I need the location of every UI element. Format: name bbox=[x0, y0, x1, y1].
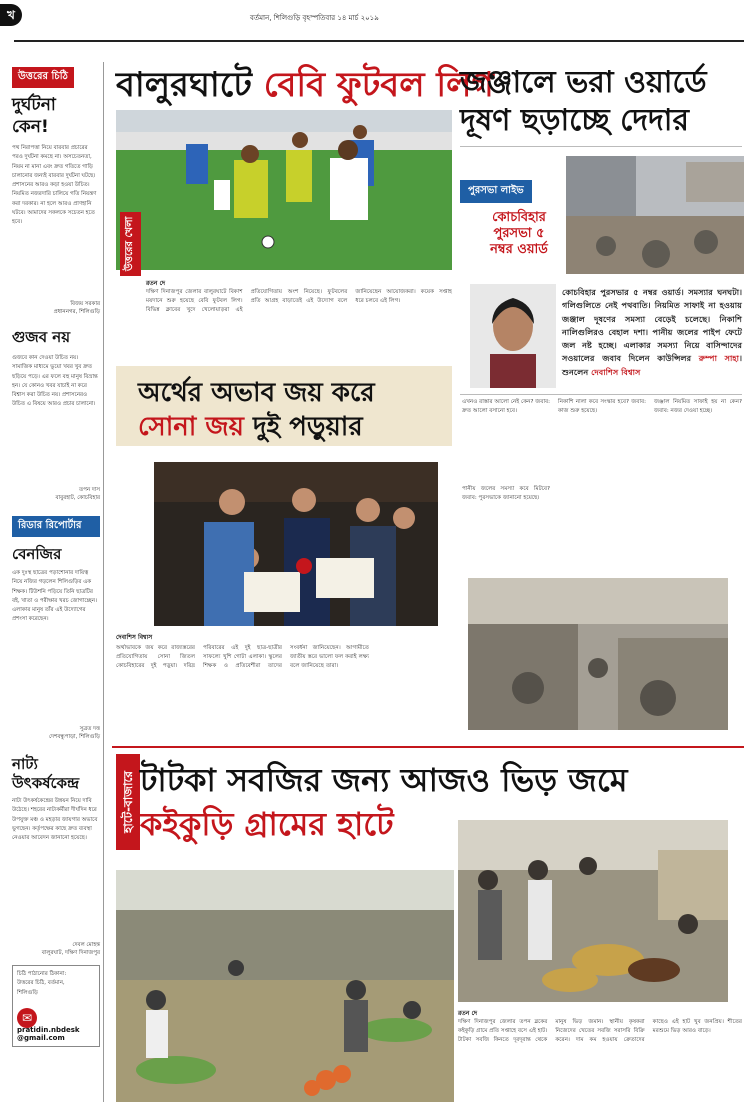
letter2-title: গুজব নয় bbox=[12, 328, 71, 346]
students-photo bbox=[154, 462, 438, 626]
haat-market-photo bbox=[116, 870, 454, 1102]
address-text: চিঠি পাঠানোর ঠিকানা: উত্তরের চিঠি, বর্তমান, শিলিগুড়ি bbox=[17, 971, 67, 996]
address-box bbox=[12, 965, 100, 1047]
ward-drain-photo bbox=[468, 578, 728, 730]
qa-item: পানীয় জলের সমস্যা কবে মিটবে? জবাব: পুরসভাকে জানানো হয়েছে। bbox=[462, 486, 550, 502]
letter2-signature: তপন দাস বাবুরহাট, কোচবিহার bbox=[55, 487, 100, 501]
qa-item: নিকাশি নালা কবে সংস্কার হবে? জবাব: কাজ শুরু হয়েছে। bbox=[558, 399, 646, 415]
football-headline: বালুরঘাটে বেবি ফুটবল লিগ bbox=[116, 65, 494, 105]
haat-rule bbox=[112, 746, 744, 748]
natya-signature: দেবল মোহন্ত বালুরঘাট, দক্ষিণ দিনাজপুর bbox=[41, 942, 100, 956]
haat-body: দক্ষিণ দিনাজপুর জেলার তপন ব্লকের কইকুড়ি গ্রামে প্রতি সপ্তাহে বসে এই হাট। টাটকা সবজি কিনতে দূরদূরান্ত থেকে মানুষ ভিড় জমান। স্থানীয় কৃষকরা নিজেদের খেতের সবজি সরাসরি বিক্রি করেন। দাম কম হওয়ায় ক্রেতাদের কাছেও এই হাট খুব জনপ্রিয়। শীতের মরশুমে ভিড় আরও বাড়ে। bbox=[458, 1019, 742, 1044]
masthead-dateline: বর্তমান, শিলিগুড়ি বৃহস্পতিবার ১৪ মার্চ ২০১৯ bbox=[250, 14, 379, 22]
haat-headline: টাটকা সবজির জন্য আজও ভিড় জমে কইকুড়ি গ্রামের হাটে bbox=[140, 761, 628, 843]
students-body: অর্থাভাবকে জয় করে রাজ্যস্তরের প্রতিযোগিতায় সোনা জিতল কোচবিহারের দুই পড়ুয়া। দরিদ্র পরিবারের এই দুই ছাত্র-ছাত্রীর সাফল্যে খুশি গোটা এলাকা। স্কুলের শিক্ষক ও প্রতিবেশীরা তাদের সংবর্ধনা জানিয়েছেন। আগামীতে জাতীয় স্তরে ভালো ফল করাই লক্ষ্য বলে জানিয়েছে তারা। bbox=[116, 645, 369, 670]
reader-reporter-badge: রিডার রিপোর্টার bbox=[12, 516, 100, 537]
ward-series-badge: পুরসভা লাইভ bbox=[460, 180, 532, 203]
letter1-signature: বিজয় সরকার প্রধাননগর, শিলিগুড়ি bbox=[53, 301, 100, 315]
haat-vendor-photo bbox=[458, 820, 728, 1002]
top-rule bbox=[14, 40, 744, 42]
students-byline: দেবাশিস বিশ্বাস bbox=[116, 634, 153, 641]
page-section-tab: খ bbox=[0, 4, 22, 26]
ward-qa-rule bbox=[460, 394, 742, 395]
reader-body: এক দুঃস্থ ছাত্রের পড়াশোনার দায়িত্ব নিয়ে নজির গড়লেন শিলিগুড়ির এক শিক্ষক। টিউশনি পড়িয়ে তিনি ছাত্রটির বই, খাতা ও পরীক্ষার খরচ জোগাচ্ছেন। এলাকার মানুষ তাঁর এই উদ্যোগের প্রশংসা করেছেন। bbox=[12, 570, 98, 623]
sidebar bbox=[12, 64, 100, 1047]
natya-body: নাট্য উৎকর্ষকেন্দ্রের উন্নয়ন নিয়ে দাবি উঠেছে। শহরের নাট্যকর্মীরা দীর্ঘদিন ধরে উপযুক্ত মঞ্চ ও মহড়ার জায়গার অভাবে ভুগছেন। কর্তৃপক্ষের কাছে দ্রুত ব্যবস্থা নেওয়ার আবেদন জানানো হয়েছে। bbox=[12, 798, 98, 842]
students-headline: অর্থের অভাব জয় করে সোনা জয় দুই পড়ুয়ার bbox=[138, 378, 375, 442]
sidebar-divider bbox=[103, 62, 104, 1102]
football-byline: রতন দে bbox=[146, 280, 166, 287]
ward-intro: কোচবিহার পুরসভার ৫ নম্বর ওয়ার্ড। সমস্যার ঘনঘটা। গলিগুলিতে নেই পথবাতি। নিয়মিত সাফাই না হওয়ায় জঞ্জাল দূষণের সমস্যা বেড়েই চলেছে। নিকাশি নালিগুলিরও বেহাল দশা। পানীয় জলের পাইপ ফেটে জল নষ্ট হচ্ছে। এলাকার সমস্যা নিয়ে বাসিন্দাদের সওয়ালের জবাব দিলেন কাউন্সিলর রুম্পা সাহা। শুনলেন দেবাশিস বিশ্বাস bbox=[562, 287, 742, 377]
letter1-title: দুর্ঘটনা কেন! bbox=[12, 95, 56, 137]
football-body: দক্ষিণ দিনাজপুর জেলার বালুরঘাটে বিকাশ ময়দানে শুরু হয়েছে বেবি ফুটবল লিগ। বিভিন্ন ক্লাবের খুদে খেলোয়াড়রা এই প্রতিযোগিতায় অংশ নিয়েছে। ফুটবলের প্রতি আগ্রহ বাড়াতেই এই উদ্যোগ বলে জানিয়েছেন আয়োজকরা। কয়েক সপ্তাহ ধরে চলবে এই লিগ। bbox=[146, 289, 452, 314]
qa-item: জঞ্জাল নিয়মিত সাফাই হয় না কেন? জবাব: নজর দেওয়া হচ্ছে। bbox=[654, 399, 742, 415]
reader-title: বেনজির bbox=[12, 545, 62, 563]
haat-byline: রতন দে bbox=[458, 1010, 478, 1017]
natya-title: নাট্য উৎকর্ষকেন্দ্র bbox=[12, 755, 80, 792]
haat-section-tab: হাটে-বাজারে bbox=[116, 754, 140, 850]
mail-icon: ✉ bbox=[17, 1008, 37, 1028]
councillor-photo bbox=[470, 284, 556, 388]
letter2-body: গুজবে কান দেওয়া উচিত নয়। সামাজিক মাধ্যমে ভুয়ো খবর খুব দ্রুত ছড়িয়ে পড়ে। এর ফলে বহু মানুষ বিভ্রান্ত হন। যে কোনও খবর যাচাই না করে বিশ্বাস করা উচিত নয়। প্রশাসনেরও উচিত এ বিষয়ে আরও প্রচার চালানো। bbox=[12, 355, 98, 408]
football-photo bbox=[116, 110, 452, 270]
email-address[interactable]: pratidin.nbdesk @gmail.com bbox=[17, 1026, 80, 1042]
ward-headline: জঞ্জালে ভরা ওয়ার্ডে দূষণ ছড়াচ্ছে দেদার bbox=[460, 65, 707, 138]
ward-qa-grid bbox=[462, 398, 742, 564]
qa-item: এখনও রাস্তার আলো নেই কেন? জবাব: দ্রুত আলো বসানো হবে। bbox=[462, 399, 551, 415]
ward-garbage-photo bbox=[566, 156, 744, 274]
ward-name: কোচবিহার পুরসভা ৫ নম্বর ওয়ার্ড bbox=[490, 210, 548, 257]
letter1-body: পথ নিরাপত্তা নিয়ে বারবার প্রচারের পরও দুর্ঘটনা কমছে না। অসচেতনতা, নিয়ম না মানা এবং দ্রুত গতিতে গাড়ি চালানোর জন্যই বারবার দুর্ঘটনা ঘটছে। প্রশাসনের আরও কড়া হওয়া উচিত। নিয়মিত নজরদারি চালিয়ে গতি নিয়ন্ত্রণ করা দরকার। না হলে আরও প্রাণহানি ঘটবে। আমাদের সকলকে সচেতন হতে হবে। bbox=[12, 145, 97, 226]
letters-badge: উত্তরের চিঠি bbox=[12, 67, 74, 88]
ward-rule bbox=[460, 146, 742, 147]
football-section-tab: উত্তরের খেলা bbox=[120, 212, 141, 276]
reader-signature: সুব্রত দত্ত দেশবন্ধুপাড়া, শিলিগুড়ি bbox=[48, 726, 100, 740]
